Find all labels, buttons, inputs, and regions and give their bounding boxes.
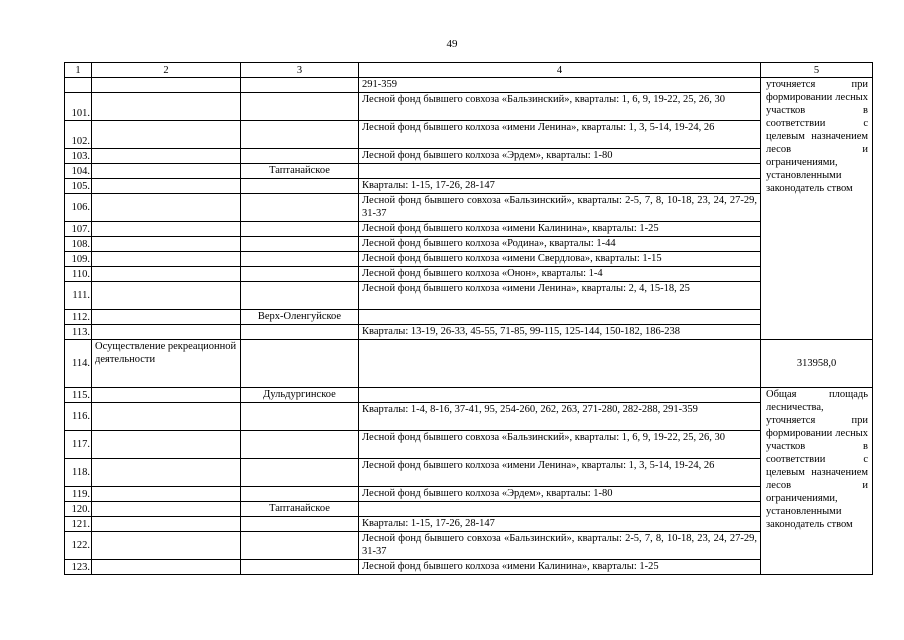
quarters-cell: Лесной фонд бывшего колхоза «имени Калинина», кварталы: 1-25 [359,560,761,575]
activity-cell [92,325,241,340]
row-number: 116. [65,403,92,431]
row-number: 119. [65,487,92,502]
activity-cell [92,282,241,310]
quarters-cell: Лесной фонд бывшего колхоза «имени Свердлова», кварталы: 1-15 [359,252,761,267]
quarters-cell [359,388,761,403]
row-number: 106. [65,194,92,222]
table-row [65,340,873,388]
header-col-3: 3 [241,63,359,78]
district-cell [241,179,359,194]
activity-cell [92,179,241,194]
table-row [65,388,873,403]
row-number: 121. [65,517,92,532]
district-cell [241,459,359,487]
table-row [65,502,873,517]
activity-cell [92,237,241,252]
quarters-cell: Лесной фонд бывшего колхоза «Эрдем», кварталы: 1-80 [359,149,761,164]
row-number: 103. [65,149,92,164]
activity-cell [92,431,241,459]
district-cell [241,252,359,267]
activity-cell [92,532,241,560]
row-number: 115. [65,388,92,403]
district-cell: Таптанайское [241,164,359,179]
quarters-cell: Лесной фонд бывшего колхоза «Онон», кварталы: 1-4 [359,267,761,282]
activity-cell [92,310,241,325]
district-cell [241,403,359,431]
activity-cell [92,517,241,532]
district-cell [241,431,359,459]
table-row [65,532,873,560]
quarters-cell: Лесной фонд бывшего колхоза «имени Калинина», кварталы: 1-25 [359,222,761,237]
district-cell [241,237,359,252]
row-number: 113. [65,325,92,340]
table-row [65,93,873,121]
district-cell [241,222,359,237]
quarters-cell: Лесной фонд бывшего колхоза «Эрдем», кварталы: 1-80 [359,487,761,502]
header-col-1: 1 [65,63,92,78]
row-number: 108. [65,237,92,252]
activity-cell [92,487,241,502]
district-cell [241,340,359,388]
district-cell [241,325,359,340]
district-cell [241,560,359,575]
table-row [65,164,873,179]
table-row [65,121,873,149]
quarters-cell: Лесной фонд бывшего колхоза «Родина», кварталы: 1-44 [359,237,761,252]
activity-cell [92,78,241,93]
header-row [65,63,873,78]
district-cell [241,93,359,121]
table-row [65,282,873,310]
table-row [65,560,873,575]
district-cell [241,282,359,310]
row-number: 111. [65,282,92,310]
district-cell [241,194,359,222]
row-number: 114. [65,340,92,388]
activity-cell [92,93,241,121]
activity-cell [92,388,241,403]
activity-cell [92,459,241,487]
table-row [65,325,873,340]
district-cell [241,78,359,93]
district-cell: Верх-Оленгуйское [241,310,359,325]
district-cell [241,487,359,502]
header-col-2: 2 [92,63,241,78]
header-col-5: 5 [761,63,873,78]
district-cell [241,121,359,149]
table-row [65,431,873,459]
activity-cell [92,403,241,431]
table-row [65,310,873,325]
activity-cell: Осуществление рекреационной деятельности [92,340,241,388]
activity-cell [92,149,241,164]
table-row [65,403,873,431]
table-row [65,459,873,487]
activity-cell [92,560,241,575]
quarters-cell: Лесной фонд бывшего колхоза «имени Ленина», кварталы: 2, 4, 15-18, 25 [359,282,761,310]
district-cell: Дульдургинское [241,388,359,403]
table-row [65,78,873,93]
row-number: 105. [65,179,92,194]
row-number: 120. [65,502,92,517]
table-row [65,237,873,252]
quarters-cell: Кварталы: 1-15, 17-26, 28-147 [359,517,761,532]
row-number: 117. [65,431,92,459]
row-number: 107. [65,222,92,237]
row-number: 109. [65,252,92,267]
area-value: 313958,0 [761,340,873,388]
activity-cell [92,222,241,237]
quarters-cell: Кварталы: 13-19, 26-33, 45-55, 71-85, 99-115, 125-144, 150-182, 186-238 [359,325,761,340]
quarters-cell [359,164,761,179]
quarters-cell: Лесной фонд бывшего совхоза «Бальзинский», кварталы: 1, 6, 9, 19-22, 25, 26, 30 [359,93,761,121]
row-number: 123. [65,560,92,575]
row-number: 102. [65,121,92,149]
quarters-cell: Лесной фонд бывшего совхоза «Бальзинский», кварталы: 2-5, 7, 8, 10-18, 23, 24, 27-29, 31-37 [359,194,761,222]
activity-cell [92,502,241,517]
activity-cell [92,267,241,282]
table-row [65,179,873,194]
quarters-cell: Кварталы: 1-15, 17-26, 28-147 [359,179,761,194]
activity-cell [92,194,241,222]
area-note-cell: уточняется при формировании лесных участков в соответствии с целевым назначением лесов и ограничениями, установленными законодатель ством [761,78,873,340]
area-note-cell: Общая площадь лесничества, уточняется при формировании лесных участков в соответствии с целевым назначением лесов и ограничениями, установленными законодатель ством [761,388,873,575]
quarters-cell: Лесной фонд бывшего совхоза «Бальзинский», кварталы: 2-5, 7, 8, 10-18, 23, 24, 27-29, 31-37 [359,532,761,560]
table-row [65,194,873,222]
district-cell [241,532,359,560]
table-row [65,222,873,237]
activity-cell [92,121,241,149]
row-number: 110. [65,267,92,282]
district-cell [241,517,359,532]
table-row [65,149,873,164]
district-cell [241,267,359,282]
table-row [65,267,873,282]
row-number: 101. [65,93,92,121]
forest-table [64,62,873,575]
quarters-cell: Лесной фонд бывшего колхоза «имени Ленина», кварталы: 1, 3, 5-14, 19-24, 26 [359,121,761,149]
header-col-4: 4 [359,63,761,78]
district-cell: Таптанайское [241,502,359,517]
quarters-cell [359,502,761,517]
activity-cell [92,164,241,179]
quarters-cell: 291-359 [359,78,761,93]
table-row [65,252,873,267]
district-cell [241,149,359,164]
row-number: 112. [65,310,92,325]
row-number: 118. [65,459,92,487]
row-number: 122. [65,532,92,560]
quarters-cell: Лесной фонд бывшего совхоза «Бальзинский», кварталы: 1, 6, 9, 19-22, 25, 26, 30 [359,431,761,459]
quarters-cell [359,340,761,388]
table-row [65,487,873,502]
row-number: 104. [65,164,92,179]
quarters-cell: Кварталы: 1-4, 8-16, 37-41, 95, 254-260, 262, 263, 271-280, 282-288, 291-359 [359,403,761,431]
row-number [65,78,92,93]
quarters-cell: Лесной фонд бывшего колхоза «имени Ленина», кварталы: 1, 3, 5-14, 19-24, 26 [359,459,761,487]
quarters-cell [359,310,761,325]
activity-cell [92,252,241,267]
table-row [65,517,873,532]
page-number: 49 [446,38,458,50]
